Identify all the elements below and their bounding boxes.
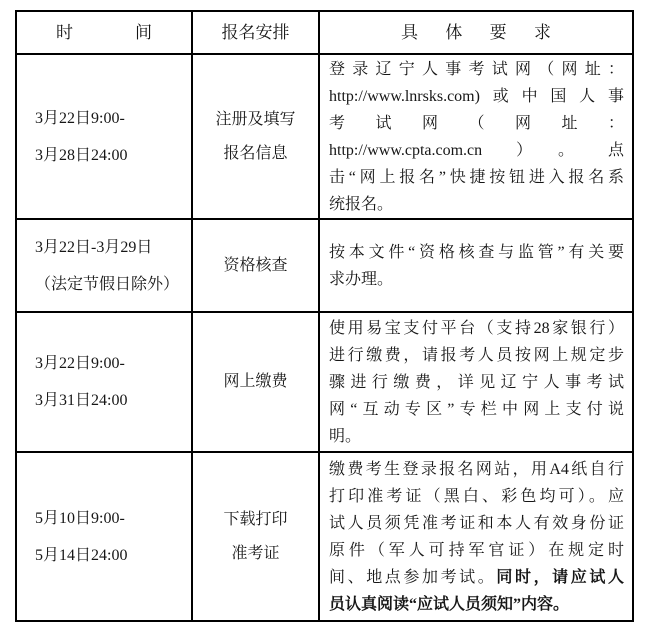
column-header-requirement-label: 具体要求 (401, 23, 551, 42)
requirement-line: 登录辽宁人事考试网（网址： (329, 60, 624, 78)
row2-arrangement-cell (193, 220, 320, 313)
arrangement-line: 网上缴费 (223, 373, 288, 390)
requirement-line-bold: 员认真阅读“应试人员须知”内容。 (329, 595, 570, 613)
row2-requirement-cell (320, 220, 632, 313)
requirement-line: 统报名。 (329, 195, 394, 213)
time-line: 3月22日9:00- (35, 355, 125, 372)
row3-requirement-cell (320, 313, 632, 453)
time-line: 3月31日24:00 (35, 392, 128, 409)
row3-time-cell (17, 313, 193, 453)
row2-time-cell (17, 220, 193, 313)
row3-arrangement-cell (193, 313, 320, 453)
requirement-line-url: http://www.lnrsks.com)或中国人事 (329, 87, 624, 105)
requirement-line: 试人员须凭准考证和本人有效身份证 (329, 514, 624, 532)
arrangement-line: 下载打印 (223, 510, 288, 528)
arrangement-line: 报名信息 (223, 144, 288, 162)
requirement-line: 原件（军人可持军官证）在规定时 (329, 541, 624, 559)
time-line: 3月22日-3月29日 (35, 238, 153, 256)
exam-registration-schedule-table (15, 10, 634, 622)
requirement-line: 骤进行缴费，详见辽宁人事考试 (329, 373, 624, 391)
column-header-arrangement (193, 12, 320, 55)
row1-arrangement-cell (193, 55, 320, 220)
row4-requirement-cell (320, 453, 632, 620)
requirement-line: 打印准考证（黑白、彩色均可）。应 (329, 487, 624, 505)
arrangement-line: 注册及填写 (215, 110, 296, 128)
requirement-line: 网“互动专区”专栏中网上支付说 (329, 400, 624, 418)
time-line: （法定节假日除外） (35, 275, 180, 293)
arrangement-line: 资格核查 (223, 256, 288, 274)
arrangement-line: 准考证 (231, 544, 280, 562)
time-line: 3月28日24:00 (35, 146, 128, 164)
column-header-requirement (320, 12, 632, 55)
row1-time-cell (17, 55, 193, 220)
requirement-line-mixed (329, 564, 624, 591)
time-line: 5月14日24:00 (35, 546, 128, 564)
column-header-time-label: 时间 (56, 23, 152, 42)
requirement-line: 击“网上报名”快捷按钮进入报名系 (329, 168, 624, 186)
column-header-arrangement-label: 报名安排 (221, 23, 290, 42)
requirement-line: 使用易宝支付平台（支持28家银行） (329, 319, 624, 337)
requirement-line: 明。 (329, 427, 362, 445)
requirement-line-url: http://www.cpta.com.cn）。点 (329, 141, 624, 159)
row4-time-cell (17, 453, 193, 620)
row4-arrangement-cell (193, 453, 320, 620)
requirement-line: 按本文件“资格核查与监管”有关要 (329, 243, 624, 261)
requirement-line: 缴费考生登录报名网站，用A4纸自行 (329, 460, 624, 478)
requirement-line: 进行缴费，请报考人员按网上规定步 (329, 346, 624, 364)
time-line: 5月10日9:00- (35, 509, 125, 527)
requirement-line: 求办理。 (329, 270, 394, 288)
requirement-line: 考试网（网址： (329, 114, 624, 132)
time-line: 3月22日9:00- (35, 109, 125, 127)
column-header-time (17, 12, 193, 55)
row1-requirement-cell (320, 55, 632, 220)
requirement-text-normal: 间、地点参加考试。 (329, 568, 497, 586)
requirement-text-bold: 同时，请应试人 (496, 568, 624, 586)
